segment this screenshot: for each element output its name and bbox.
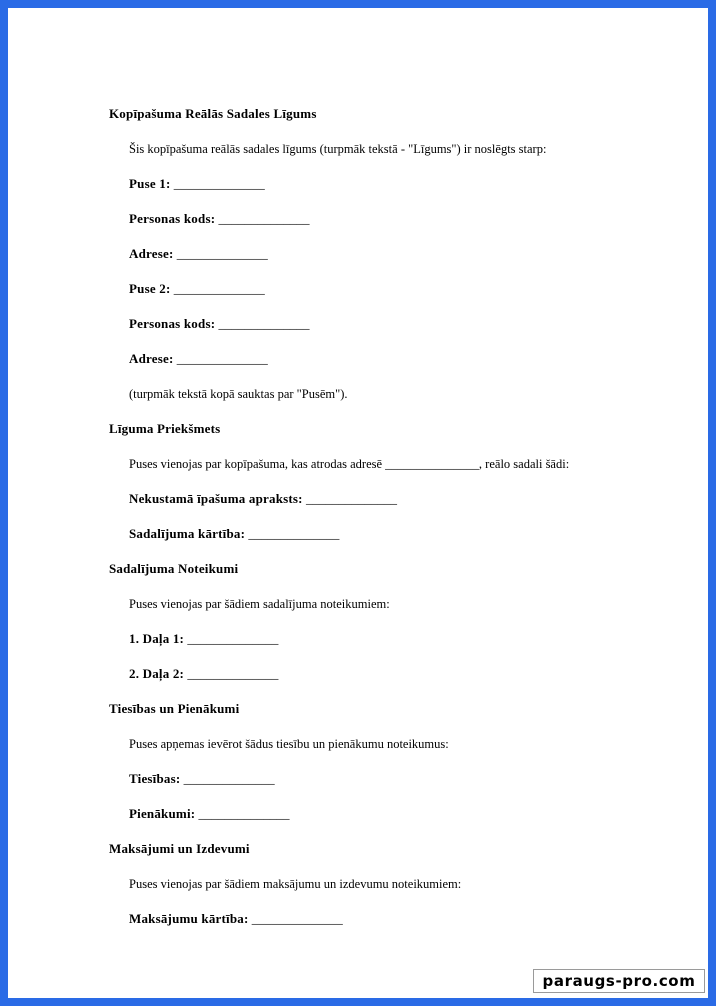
party-1-address-field xyxy=(109,244,689,279)
blank-line: ______________ xyxy=(198,806,290,821)
field-label: 1. Daļa 1: xyxy=(129,631,185,646)
payment-order-field xyxy=(109,909,689,944)
blank-line: ______________ xyxy=(176,246,268,261)
blank-line: ______________ xyxy=(176,351,268,366)
section-heading-subject: Līguma Priekšmets xyxy=(109,421,221,436)
field-label: Puse 2: xyxy=(129,281,171,296)
subject-paragraph: Puses vienojas par kopīpašuma, kas atrodas adresē _______________, reālo sadali šādi: xyxy=(129,457,570,471)
party-2-field xyxy=(109,279,689,314)
blank-line: ______________ xyxy=(248,526,340,541)
field-label: Personas kods: xyxy=(129,316,216,331)
blank-line: ______________ xyxy=(187,631,279,646)
field-label: Pienākumi: xyxy=(129,806,196,821)
blank-line: ______________ xyxy=(218,316,310,331)
division-order-field xyxy=(109,524,689,559)
rights-paragraph: Puses apņemas ievērot šādus tiesību un pienākumu noteikumus: xyxy=(129,737,449,751)
parties-note: (turpmāk tekstā kopā sauktas par "Pusēm"). xyxy=(129,387,348,401)
section-heading-terms: Sadalījuma Noteikumi xyxy=(109,561,239,576)
document-body xyxy=(109,104,689,944)
blank-line: ______________ xyxy=(173,176,265,191)
party-1-field xyxy=(109,174,689,209)
blank-line: ______________ xyxy=(187,666,279,681)
blank-line: ______________ xyxy=(218,211,310,226)
field-label: Puse 1: xyxy=(129,176,171,191)
field-label: Adrese: xyxy=(129,246,174,261)
party-2-address-field xyxy=(109,349,689,384)
party-2-id-field xyxy=(109,314,689,349)
party-1-id-field xyxy=(109,209,689,244)
payments-paragraph: Puses vienojas par šādiem maksājumu un izdevumu noteikumiem: xyxy=(129,877,462,891)
blank-line: ______________ xyxy=(251,911,343,926)
blank-line: ______________ xyxy=(173,281,265,296)
intro-paragraph: Šis kopīpašuma reālās sadales līgums (turpmāk tekstā - "Līgums") ir noslēgts starp: xyxy=(129,142,547,156)
part-2-field xyxy=(109,664,689,699)
rights-field xyxy=(109,769,689,804)
document-title: Kopīpašuma Reālās Sadales Līgums xyxy=(109,106,317,121)
site-watermark: paraugs-pro.com xyxy=(533,969,705,993)
section-heading-payments: Maksājumi un Izdevumi xyxy=(109,841,250,856)
field-label: Personas kods: xyxy=(129,211,216,226)
field-label: 2. Daļa 2: xyxy=(129,666,185,681)
field-label: Maksājumu kārtība: xyxy=(129,911,249,926)
field-label: Sadalījuma kārtība: xyxy=(129,526,246,541)
field-label: Adrese: xyxy=(129,351,174,366)
blank-line: ______________ xyxy=(305,491,397,506)
terms-paragraph: Puses vienojas par šādiem sadalījuma noteikumiem: xyxy=(129,597,390,611)
property-description-field xyxy=(109,489,689,524)
part-1-field xyxy=(109,629,689,664)
obligations-field xyxy=(109,804,689,839)
section-heading-rights: Tiesības un Pienākumi xyxy=(109,701,240,716)
field-label: Nekustamā īpašuma apraksts: xyxy=(129,491,303,506)
field-label: Tiesības: xyxy=(129,771,181,786)
blank-line: ______________ xyxy=(183,771,275,786)
